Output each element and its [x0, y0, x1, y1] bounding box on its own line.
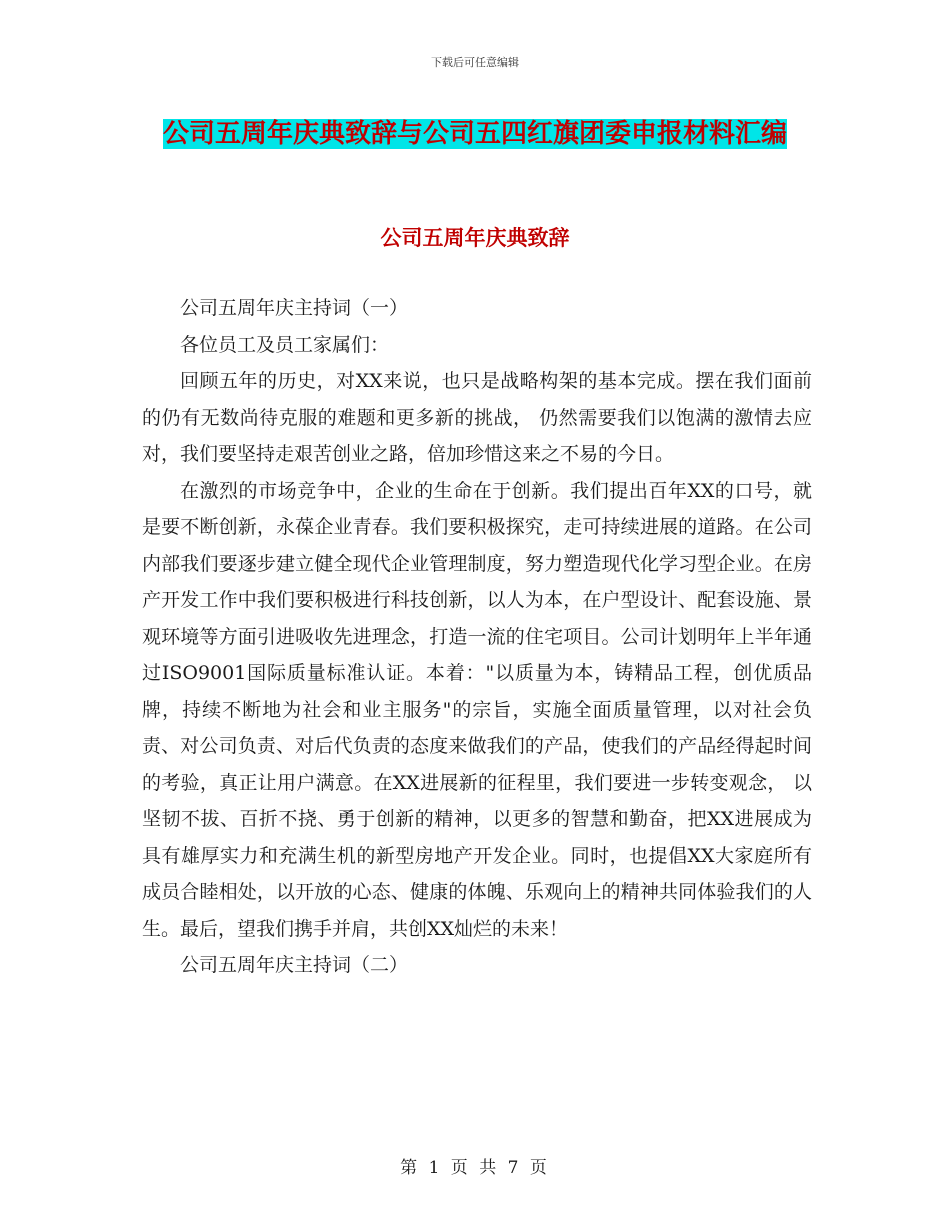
document-body	[142, 290, 812, 984]
page-number-footer: 第 1 页 共 7 页	[400, 1158, 550, 1178]
paragraph: 公司五周年庆主持词（一）	[180, 297, 409, 319]
section-title: 公司五周年庆典致辞	[380, 225, 570, 250]
document-title	[140, 110, 810, 158]
paragraph: 各位员工及员工家属们：	[180, 333, 390, 356]
page-header-note: 下载后可任意编辑	[431, 56, 519, 69]
paragraph: 在激烈的市场竞争中，企业的生命在于创新。我们提出百年XX的口号，就是要不断创新，永葆企业青春。我们要积极探究，走可持续进展的道路。在公司内部我们要逐步建立健全现代企业管理制度，努力塑造现代化学习型企业。在房产开发工作中我们要积极进行科技创新，以人为本，在户型设计、配套设施、景观环境等方面引进吸收先进理念，打造一流的住宅项目。公司计划明年上半年通过ISO9001国际质量标准认证。本着："以质量为本，铸精品工程，创优质品牌，持续不断地为社会和业主服务"的宗旨，实施全面质量管理，以对社会负责、对公司负责、对后代负责的态度来做我们的产品，使我们的产品经得起时间的考验，真正让用户满意。在XX进展新的征程里，我们要进一步转变观念， 以坚韧不拔、百折不挠、勇于创新的精神，以更多的智慧和勤奋，把XX进展成为具有雄厚实力和充满生机的新型房地产开发企业。同时，也提倡XX大家庭所有成员合睦相处，以开放的心态、健康的体魄、乐观向上的精神共同体验我们的人生。最后，望我们携手并肩，共创XX灿烂的未来！	[142, 479, 812, 940]
paragraph: 公司五周年庆主持词（二）	[180, 954, 409, 976]
paragraph: 回顾五年的历史，对XX来说，也只是战略构架的基本完成。摆在我们面前的仍有无数尚待克服的难题和更多新的挑战， 仍然需要我们以饱满的激情去应对，我们要坚持走艰苦创业之路，倍加珍惜这来之不易的今日。	[142, 370, 812, 465]
document-title-text: 公司五周年庆典致辞与公司五四红旗团委申报材料汇编	[162, 119, 787, 149]
